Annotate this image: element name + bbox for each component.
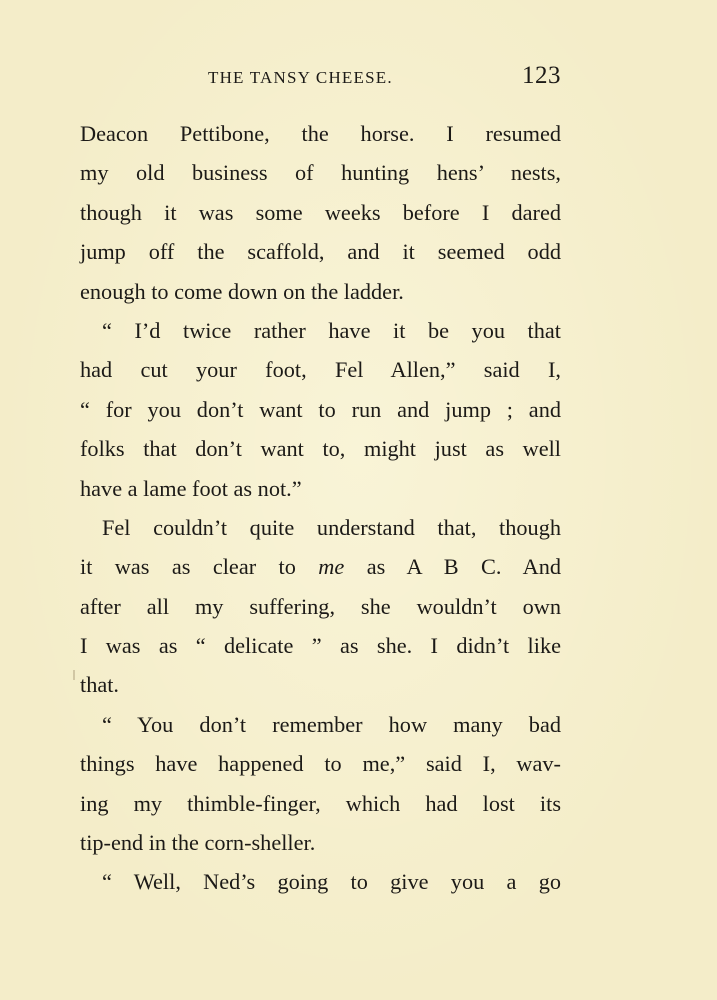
text-fragment: as A B C. And	[344, 554, 561, 580]
page-number: 123	[522, 62, 561, 89]
text-line: folks that don’t want to, might just as well	[80, 436, 561, 462]
emphasized-word: me	[318, 554, 345, 580]
text-line: “ You don’t remember how many bad	[102, 711, 561, 737]
text-line: had cut your foot, Fel Allen,” said I,	[80, 357, 561, 383]
text-line: though it was some weeks before I dared	[80, 199, 561, 225]
body-text	[80, 114, 561, 902]
text-line: have a lame foot as not.”	[80, 475, 302, 501]
text-line: my old business of hunting hens’ nests,	[80, 160, 561, 186]
text-line: “ I’d twice rather have it be you that	[102, 317, 561, 343]
page-header	[80, 62, 561, 96]
text-line: after all my suffering, she wouldn’t own	[80, 593, 561, 619]
text-line: Deacon Pettibone, the horse. I resumed	[80, 121, 561, 146]
text-line: “ for you don’t want to run and jump ; and	[80, 396, 561, 422]
text-line: that.	[80, 672, 120, 698]
text-line: tip-end in the corn-sheller.	[80, 830, 316, 856]
text-line	[80, 547, 561, 586]
text-line: I was as “ delicate ” as she. I didn’t like	[80, 633, 561, 659]
text-line: jump off the scaffold, and it seemed odd	[80, 239, 561, 265]
text-line: things have happened to me,” said I, wav-	[80, 751, 561, 777]
text-line: “ Well, Ned’s going to give you a go	[102, 869, 561, 895]
text-line: ing my thimble-finger, which had lost its	[80, 790, 561, 816]
margin-mark	[73, 670, 75, 680]
running-head: THE TANSY CHEESE.	[208, 68, 393, 87]
text-line: enough to come down on the ladder.	[80, 278, 404, 304]
text-fragment: it was as clear to	[80, 554, 319, 580]
text-line: Fel couldn’t quite understand that, though	[102, 514, 561, 540]
